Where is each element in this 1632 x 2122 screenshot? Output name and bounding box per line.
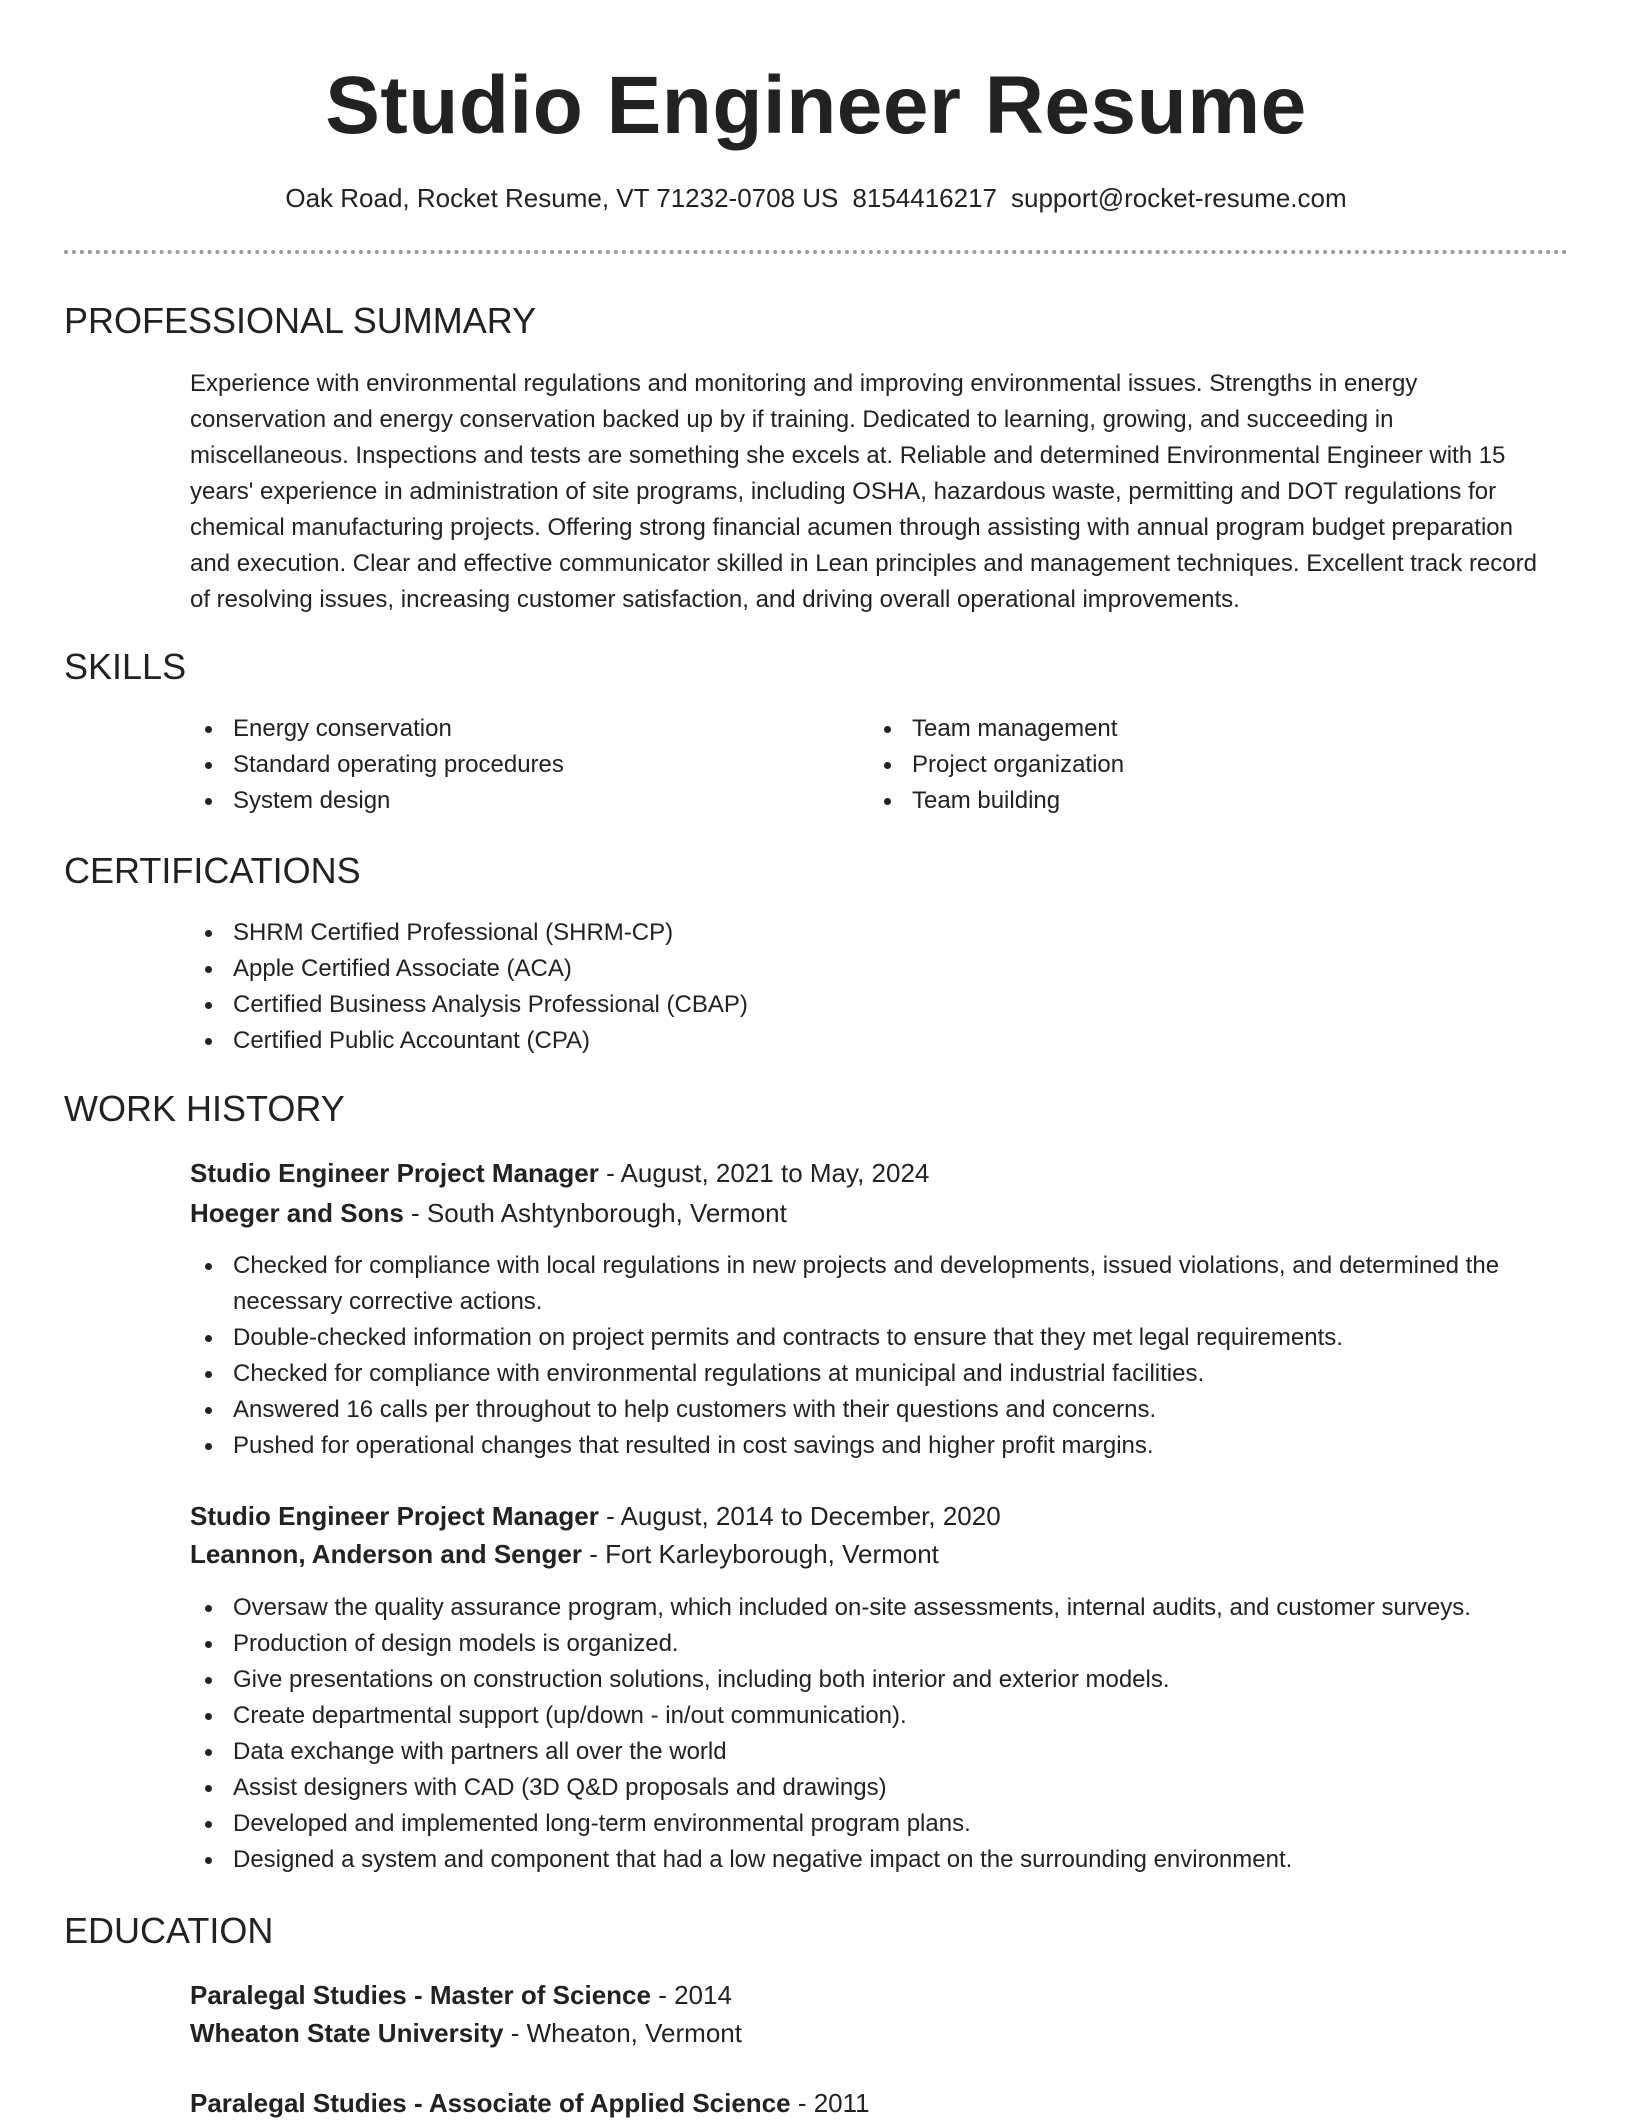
job-location: - Fort Karleyborough, Vermont: [581, 1539, 939, 1569]
job-bullet: Assist designers with CAD (3D Q&D proposals and drawings): [190, 1770, 1562, 1806]
education-degree: Paralegal Studies - Associate of Applied Science: [190, 2088, 791, 2118]
education-degree-line: [190, 1976, 732, 2014]
job-bullet: Data exchange with partners all over the world: [190, 1734, 1562, 1770]
job-company-line: [190, 1194, 787, 1232]
skill-item: Standard operating procedures: [190, 747, 830, 783]
work-history-heading: WORK HISTORY: [64, 1088, 345, 1129]
certifications-list: [190, 915, 1552, 1059]
certification-item: Certified Business Analysis Professional (CBAP): [190, 987, 1552, 1023]
contact-line: [0, 178, 1632, 218]
contact-address: Oak Road, Rocket Resume, VT 71232-0708 US: [285, 183, 839, 213]
job-bullet: Checked for compliance with environmental regulations at municipal and industrial facilities.: [190, 1356, 1562, 1392]
education-degree-line: [190, 2084, 870, 2122]
skills-list-left: [190, 711, 830, 819]
job-bullets: [190, 1248, 1562, 1464]
contact-phone: 8154416217: [852, 183, 998, 213]
skill-item: Team building: [869, 783, 1509, 819]
job-bullet: Answered 16 calls per throughout to help customers with their questions and concerns.: [190, 1392, 1562, 1428]
education-school: Wheaton State University: [190, 2018, 504, 2048]
job-bullets: [190, 1590, 1562, 1878]
skills-heading: SKILLS: [64, 646, 187, 687]
certifications-heading: CERTIFICATIONS: [64, 850, 361, 891]
certification-item: SHRM Certified Professional (SHRM-CP): [190, 915, 1552, 951]
job-bullet: Developed and implemented long-term environmental program plans.: [190, 1806, 1562, 1842]
job-title-line: [190, 1497, 1001, 1535]
job-bullet: Double-checked information on project permits and contracts to ensure that they met legal requirements.: [190, 1320, 1562, 1356]
job-title-line: [190, 1154, 929, 1192]
education-year: - 2014: [650, 1980, 732, 2010]
job-title: Studio Engineer Project Manager: [190, 1501, 599, 1531]
summary-heading: PROFESSIONAL SUMMARY: [64, 300, 537, 341]
education-degree: Paralegal Studies - Master of Science: [190, 1980, 651, 2010]
education-heading: EDUCATION: [64, 1910, 274, 1951]
skill-item: Energy conservation: [190, 711, 830, 747]
header-divider: [64, 250, 1568, 254]
job-title: Studio Engineer Project Manager: [190, 1158, 599, 1188]
job-bullet: Pushed for operational changes that resulted in cost savings and higher profit margins.: [190, 1428, 1562, 1464]
skill-item: Team management: [869, 711, 1509, 747]
education-year: - 2011: [790, 2088, 870, 2118]
contact-email: support@rocket-resume.com: [1011, 183, 1347, 213]
skill-item: Project organization: [869, 747, 1509, 783]
job-bullet: Oversaw the quality assurance program, which included on-site assessments, internal audits, and customer surveys.: [190, 1590, 1562, 1626]
job-dates: - August, 2021 to May, 2024: [598, 1158, 930, 1188]
job-bullet: Designed a system and component that had a low negative impact on the surrounding environment.: [190, 1842, 1562, 1878]
job-bullet: Checked for compliance with local regulations in new projects and developments, issued violations, and determined the necessary corrective actions.: [190, 1248, 1562, 1320]
resume-title: Studio Engineer Resume: [325, 60, 1307, 151]
job-location: - South Ashtynborough, Vermont: [403, 1198, 787, 1228]
summary-text: Experience with environmental regulations and monitoring and improving environmental issues. Strengths in energy conservation and energy conservation backed up by if training. Dedicated to learning, growing, and succeeding in miscellaneous. Inspections and tests are something she excels at. Reliable and determined Environmental Engineer with 15 years' experience in administration of site programs, including OSHA, hazardous waste, permitting and DOT regulations for chemical manufacturing projects. Offering strong financial acumen through assisting with annual program budget preparation and execution. Clear and effective communicator skilled in Lean principles and management techniques. Excellent track record of resolving issues, increasing customer satisfaction, and driving overall operational improvements.: [190, 370, 1537, 613]
job-company: Hoeger and Sons: [190, 1198, 404, 1228]
job-bullet: Give presentations on construction solutions, including both interior and exterior models.: [190, 1662, 1562, 1698]
education-location: - Wheaton, Vermont: [503, 2018, 742, 2048]
skill-item: System design: [190, 783, 830, 819]
job-dates: - August, 2014 to December, 2020: [598, 1501, 1001, 1531]
job-company-line: [190, 1535, 939, 1573]
education-school-line: [190, 2014, 742, 2052]
job-company: Leannon, Anderson and Senger: [190, 1539, 582, 1569]
job-bullet: Create departmental support (up/down - in/out communication).: [190, 1698, 1562, 1734]
skills-list-right: [869, 711, 1509, 819]
certification-item: Certified Public Accountant (CPA): [190, 1023, 1552, 1059]
job-bullet: Production of design models is organized.: [190, 1626, 1562, 1662]
certification-item: Apple Certified Associate (ACA): [190, 951, 1552, 987]
